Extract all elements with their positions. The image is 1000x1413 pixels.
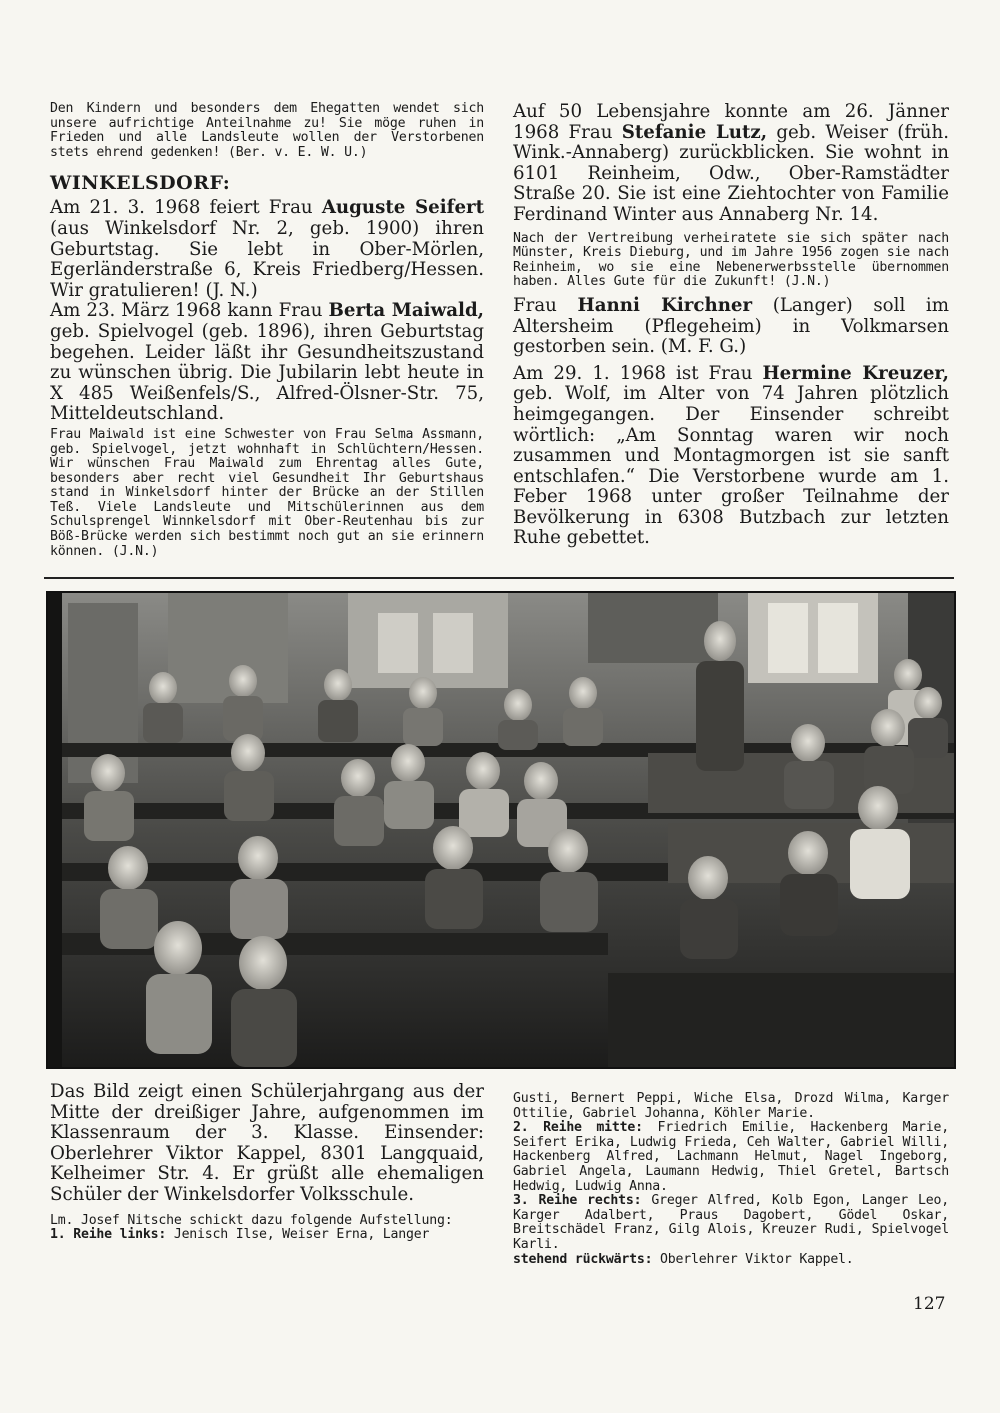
classroom-photo [46, 591, 956, 1069]
intro-paragraph: Den Kindern und besonders dem Ehegatten wendet sich unsere aufrichtige Anteilnahme zu! Sie möge ruhen in Frieden und alle Landsleute wollen der Verstorbenen stets ehrend gedenken! (Ber. v. E. W. U.) [50, 101, 484, 160]
caption-left-column [50, 1082, 484, 1243]
row-1-label: 1. Reihe links: [50, 1227, 167, 1243]
section-heading: WINKELSDORF: [50, 172, 231, 195]
row-2: 2. Reihe mitte: Friedrich Emilie, Hackenberg Marie, Seifert Erika, Ludwig Frieda, Ceh Walter, Gabriel Willi, Hackenberg Alfred, Lachmann Helmut, Nagel Ingeborg, Gabriel Angela, Laumann Hedwig, Thiel Gretel, Bartsch Hedwig, Ludwig Anna. [513, 1120, 950, 1194]
page-number: 127 [913, 1294, 946, 1314]
left-column [50, 102, 484, 559]
row-1-start: 1. Reihe links: Jenisch Ilse, Weiser Erna, Langer [50, 1227, 430, 1243]
maiwald-note: Frau Maiwald ist eine Schwester von Frau Selma Assmann, geb. Spielvogel, jetzt wohnhaft in Schlüchtern/Hessen. Wir wünschen Frau Maiwald zum Ehrentag alles Gute, besonders aber recht viel Gesundheit Ihr Geburtshaus stand in Winkelsdorf hinter der Brücke an der Stillen Teß. Viele Landsleute und Mitschülerinnen aus dem Schulsprengel Winnkelsdorf mit Ober-Reutenhau bis zur Böß-Brücke werden sich bestimmt noch gut an sie erinnern können. (J.N.) [50, 426, 484, 559]
name-maiwald: Berta Maiwald, [328, 300, 484, 322]
maiwald-paragraph: Am 23. März 1968 kann Frau Berta Maiwald, geb. Spielvogel (geb. 1896), ihren Geburtstag begehen. Leider läßt ihr Gesundheitszustand zu wünschen übrig. Die Jubilarin lebt heute in X 485 Weißenfels/S., Alfred-Ölsner-Str. 75, Mitteldeutschland. [50, 300, 484, 425]
list-intro: Lm. Josef Nitsche schickt dazu folgende Aufstellung: [50, 1212, 453, 1228]
photo-caption: Das Bild zeigt einen Schülerjahrgang aus der Mitte der dreißiger Jahre, aufgenommen im Klassenraum der 3. Klasse. Einsender: Oberlehrer Viktor Kappel, 8301 Langquaid, Kelheimer Str. 4. Er grüßt alle ehemaligen Schüler der Winkelsdorfer Volksschule. [50, 1081, 484, 1205]
row-1-continued: Gusti, Bernert Peppi, Wiche Elsa, Drozd Wilma, Karger Ottilie, Gabriel Johanna, Köhler Marie. [513, 1091, 949, 1121]
right-column [513, 102, 949, 549]
classroom-photo-image [48, 593, 954, 1067]
row-4: stehend rückwärts: Oberlehrer Viktor Kappel. [513, 1251, 854, 1267]
name-kreuzer: Hermine Kreuzer, [762, 362, 949, 384]
caption-right-column [513, 1092, 949, 1267]
row-2-label: 2. Reihe mitte: [513, 1120, 643, 1136]
name-kirchner: Hanni Kirchner [577, 294, 753, 316]
kreuzer-paragraph: Am 29. 1. 1968 ist Frau Hermine Kreuzer, geb. Wolf, im Alter von 74 Jahren plötzlich heimgegangen. Der Einsender schreibt wörtlich: „Am Sonntag waren wir noch zusammen und Montagmorgen ist sie sanft entschlafen.“ Die Verstorbene wurde am 1. Feber 1968 unter großer Teilnahme der Bevölkerung in 6308 Butzbach zur letzten Ruhe gebettet. [513, 362, 949, 549]
name-lutz: Stefanie Lutz, [621, 121, 768, 143]
name-seifert: Auguste Seifert [321, 197, 484, 219]
divider-rule [44, 577, 954, 579]
seifert-paragraph: Am 21. 3. 1968 feiert Frau Auguste Seifert (aus Winkelsdorf Nr. 2, geb. 1900) ihren Geburtstag. Sie lebt in Ober-Mörlen, Egerländerstraße 6, Kreis Friedberg/Hessen. Wir gratulieren! (J. N.) [50, 197, 484, 301]
row-3: 3. Reihe rechts: Greger Alfred, Kolb Egon, Langer Leo, Karger Adalbert, Praus Dagobert, Gödel Oskar, Breitschädel Franz, Gilg Alois, Kreuzer Rudi, Spielvogel Karli. [513, 1193, 949, 1252]
lutz-paragraph: Auf 50 Lebensjahre konnte am 26. Jänner 1968 Frau Stefanie Lutz, geb. Weiser (früh. Wink.-Annaberg) zurückblicken. Sie wohnt in 6101 Reinheim, Odw., Ober-Ramstädter Straße 20. Sie ist eine Ziehtochter von Familie Ferdinand Winter aus Annaberg Nr. 14. [513, 101, 950, 225]
lutz-note: Nach der Vertreibung verheiratete sie sich später nach Münster, Kreis Dieburg, und im Jahre 1956 zogen sie nach Reinheim, wo sie eine Nebenerwerbsstelle übernommen haben. Alles Gute für die Zukunft! (J.N.) [513, 230, 949, 290]
row-4-label: stehend rückwärts: [513, 1251, 653, 1267]
row-3-label: 3. Reihe rechts: [513, 1193, 642, 1209]
kirchner-paragraph: Frau Hanni Kirchner (Langer) soll im Altersheim (Pflegeheim) in Volkmarsen gestorben sein. (M. F. G.) [513, 294, 949, 358]
